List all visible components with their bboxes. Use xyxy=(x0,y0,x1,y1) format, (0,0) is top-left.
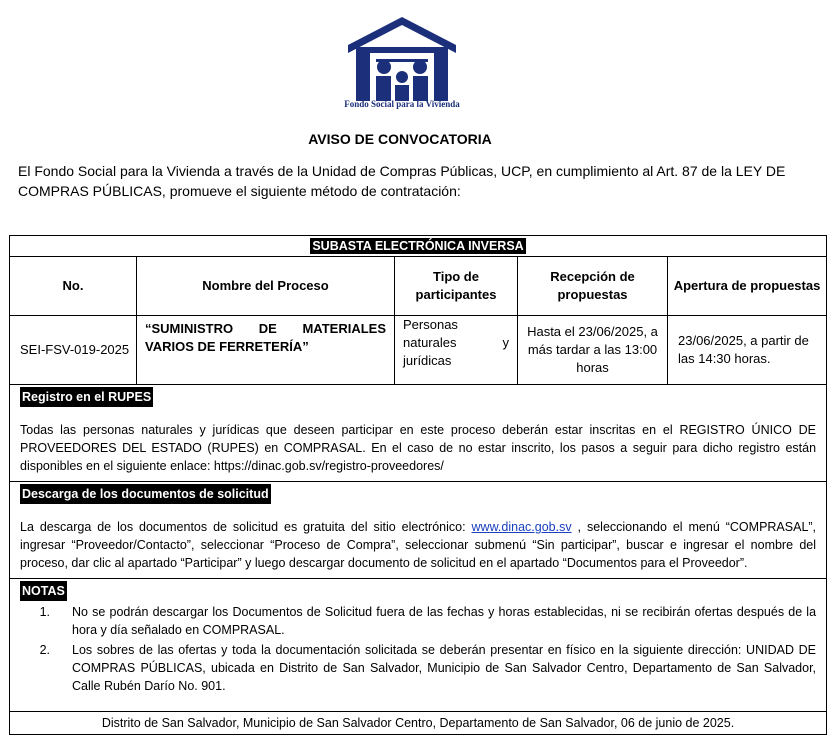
descarga-text xyxy=(20,518,816,572)
cell-reception: Hasta el 23/06/2025, a más tardar a las 13:00 horas xyxy=(518,316,668,385)
table-banner: SUBASTA ELECTRÓNICA INVERSA xyxy=(312,239,524,253)
tipo-line-1: Personas xyxy=(403,317,458,332)
tipo-line-3: jurídicas xyxy=(403,353,452,368)
cell-opening: 23/06/2025, a partir de las 14:30 horas. xyxy=(668,316,827,385)
convocatoria-table xyxy=(9,235,827,735)
dinac-link[interactable]: www.dinac.gob.sv xyxy=(471,520,572,534)
header-nombre: Nombre del Proceso xyxy=(137,257,395,316)
list-item xyxy=(20,603,816,639)
intro-paragraph: El Fondo Social para la Vivienda a través de la Unidad de Compras Públicas, UCP, en cumplimiento al Art. 87 de la LEY DE COMPRAS PÚBLICAS, promueve el siguiente método de contratación: xyxy=(18,163,786,199)
notas-title: NOTAS xyxy=(20,581,67,601)
tipo-line-2: naturales y xyxy=(403,335,509,350)
header-apertura: Apertura de propuestas xyxy=(668,257,827,316)
note-number: 1. xyxy=(39,605,50,619)
process-name-line-1: “SUMINISTRO DE MATERIALES xyxy=(145,321,386,336)
notas-section xyxy=(10,579,827,712)
rupes-title: Registro en el RUPES xyxy=(20,387,153,407)
process-name-line-2: VARIOS DE FERRETERÍA” xyxy=(145,339,309,354)
logo-caption: Fondo Social para la Vivienda xyxy=(344,99,460,109)
note-text: No se podrán descargar los Documentos de Solicitud fuera de las fechas y horas establecidas, ni se recibirán ofertas después de la hora y día señalado en COMPRASAL. xyxy=(72,605,817,637)
header-tipo: Tipo de participantes xyxy=(395,257,518,316)
note-text: Los sobres de las ofertas y toda la documentación solicitada se deberán presentar en físico en la siguiente dirección: UNIDAD DE COMPRAS PÚBLICAS, ubicada en Distrito de San Salvador, Municipio de San Salvador Centro, Departamento de San Salvador, Calle Rubén Darío No. 901. xyxy=(72,643,817,693)
cell-process-name xyxy=(137,316,395,385)
descarga-text-after: , seleccionando el menú “COMPRASAL”, ingresar “Proveedor/Contacto”, seleccionar “Proceso de Compra”, seleccionar submenú “Sin participar”, buscar e ingresar el nombre del proceso, dar clic al apartado “Participar” y luego descargar documento de solicitud en el apartado “Documentos para el Proveedor”. xyxy=(20,520,817,570)
table-header-row xyxy=(10,257,827,316)
cell-process-number: SEI-FSV-019-2025 xyxy=(10,316,137,385)
descarga-text-before: La descarga de los documentos de solicitud es gratuita del sitio electrónico: xyxy=(20,520,472,534)
descarga-section xyxy=(10,482,827,579)
table-banner-row xyxy=(10,236,827,257)
page-title: AVISO DE CONVOCATORIA xyxy=(308,131,492,147)
header-recepcion: Recepción de propuestas xyxy=(518,257,668,316)
list-item xyxy=(20,641,816,695)
header-no: No. xyxy=(10,257,137,316)
cell-participant-type xyxy=(395,316,518,385)
descarga-title: Descarga de los documentos de solicitud xyxy=(20,484,271,504)
table-row xyxy=(10,316,827,385)
notes-list xyxy=(20,603,816,695)
note-number: 2. xyxy=(39,643,50,657)
rupes-text: Todas las personas naturales y jurídicas que deseen participar en este proceso deberán estar inscritas en el REGISTRO ÚNICO DE PROVEEDORES DEL ESTADO (RUPES) en COMPRASAL. En el caso de no estar inscrito, los pasos a seguir para dicho registro están disponibles en el siguiente enlace: https://dinac.gob.sv/registro-proveedores/ xyxy=(20,423,817,473)
footer-row xyxy=(10,712,827,735)
rupes-section xyxy=(10,385,827,482)
footer-text: Distrito de San Salvador, Municipio de San Salvador Centro, Departamento de San Salvador, 06 de junio de 2025. xyxy=(10,712,827,735)
